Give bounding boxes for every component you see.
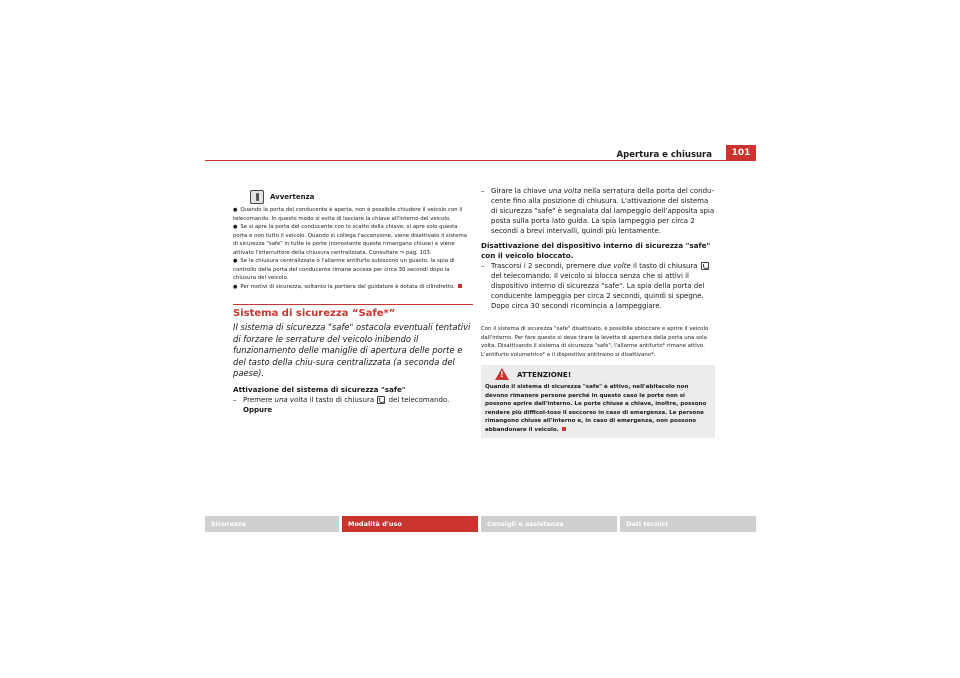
warning-text: Quando il sistema di sicurezza "safe" è attivo, nell'abitacolo non devono rimanere persone perché in questo caso le porte non si possono aprire dall'interno. Le porte chiuse a chiave, inoltre, possono rendere più difficol-toso il soccorso in caso di emergenza. Le persone rimangono chiuse all'interno e, in caso di emergenza, non possono abbandonare il veicolo. xyxy=(485,384,707,433)
safe-info-paragraph: Con il sistema di sicurezza "safe" disattivato, è possibile sbloccare e aprire il veicolo dall'interno. Per fare questo si deve tirare la levetta di apertura della porta una sola volta. Disattivando il sistema di sicurezza "safe", l'allarme antifurto* rimane attivo. L'antifurto volumetrico* e il dispositivo antitraino si disattivano*. xyxy=(481,326,709,358)
lock-key-icon xyxy=(701,262,709,270)
info-note-icon xyxy=(250,190,264,204)
note-item: ● Se si apre la porta del conducente con lo scatto della chiave, si apre solo questa porta e non tutto il veicolo. Quando si collega l'accensione, viene disattivato il sistema di sicurezza "safe" in tutte le porte (nonostante queste rimangano chiuse) e viene attivato l'interruttore della chiusura centralizzata. Consultare ⇒ pag. 103. xyxy=(233,223,473,257)
activation-title: Attivazione del sistema di sicurezza "safe" xyxy=(233,384,406,394)
deactivation-step: – Trascorsi i 2 secondi, premere due volte il tasto di chiusura del telecomando. Il veicolo si blocca senza che si attivi il dispositivo interno di sicurezza "safe". La spia della porta del conducente lampeggia per circa 2 secondi, quindi si spegne. Dopo circa 30 secondi ricomincia a lampeggiare. xyxy=(481,261,715,311)
section-intro: Il sistema di sicurezza "safe" ostacola eventuali tentativi di forzare le serrature del veicolo inibendo il funzionamento delle maniglie di apertura delle porte e del tasto della chiu-sura centralizzata (a seconda del paese). xyxy=(233,322,471,378)
lock-key-icon xyxy=(377,396,385,404)
deactivation-title: Disattivazione del dispositivo interno di sicurezza "safe" con il veicolo bloccato. xyxy=(481,241,711,260)
section-title: Sistema di sicurezza “Safe*” xyxy=(233,304,473,319)
note-item: ● Se la chiusura centralizzata o l'allarme antifurto subiscono un guasto, la spia di controllo della porta del conducente rimane accesa per circa 30 secondi dopo la chiusura del veicolo. xyxy=(233,257,473,283)
note-header xyxy=(250,190,473,204)
activation-step-2: – Girare la chiave una volta nella serratura della porta del condu-cente fino alla posizione di chiusura. L'attivazione del sistema di sicurezza "safe" è segnalata dal lampeggio dell'apposita spia posta sulla porta lato guida. La spia lampeggia per circa 2 secondi a brevi intervalli, quindi più lentamente. xyxy=(481,186,715,236)
end-mark-icon xyxy=(458,284,462,288)
footer-tab-modalita-uso[interactable]: Modalità d'uso xyxy=(342,516,478,532)
warning-triangle-icon xyxy=(495,368,509,380)
note-title: Avvertenza xyxy=(270,193,315,201)
footer-tab-dati-tecnici[interactable]: Dati tecnici xyxy=(620,516,756,532)
right-column xyxy=(481,186,715,438)
end-mark-icon xyxy=(562,427,566,431)
header-rule xyxy=(205,160,756,161)
footer-tab-consigli[interactable]: Consigli e assistenza xyxy=(481,516,617,532)
footer-tab-sicurezza[interactable]: Sicurezza xyxy=(205,516,339,532)
activation-step-1: – Premere una volta il tasto di chiusura del telecomando. xyxy=(233,395,473,405)
page-number: 101 xyxy=(726,145,756,161)
note-list xyxy=(233,206,473,291)
warning-title: ATTENZIONE! xyxy=(517,369,572,379)
page-header-title: Apertura e chiusura xyxy=(616,150,712,160)
or-label: Oppure xyxy=(243,405,273,414)
warning-box xyxy=(481,365,715,438)
left-column xyxy=(233,194,473,415)
warning-header xyxy=(495,368,711,380)
note-item: ● Quando la porta del conducente è aperta, non è possibile chiudere il veicolo con il telecomando. In questo modo si evita di lasciare la chiave all'interno del veicolo. xyxy=(233,206,473,223)
note-item: ● Per motivi di sicurezza, soltanto la portiera del guidatore è dotata di cilindretto. xyxy=(233,283,473,292)
